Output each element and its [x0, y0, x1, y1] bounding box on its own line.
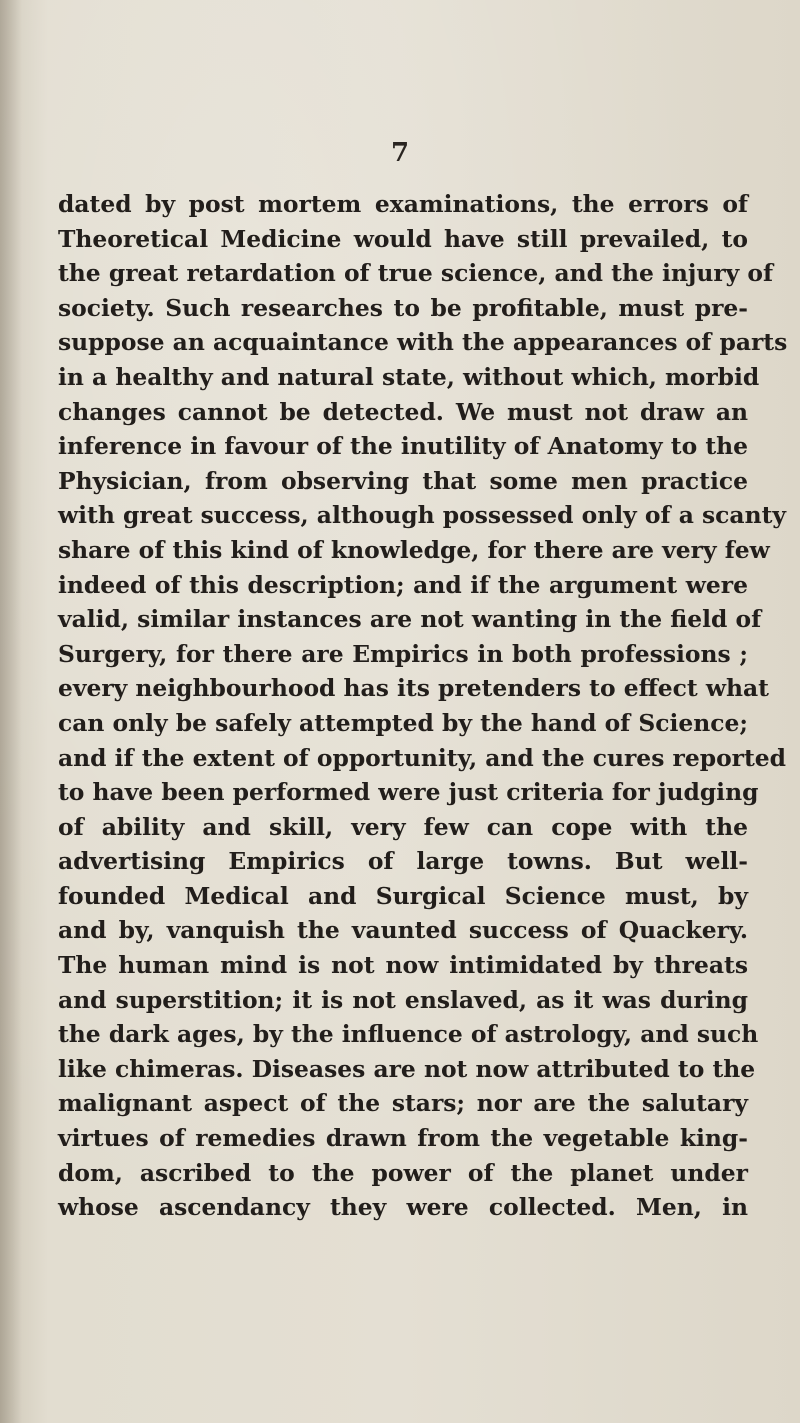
text-line: in a healthy and natural state, without which, morbid [58, 362, 760, 391]
text-line: valid, similar instances are not wanting in the field of [58, 605, 762, 634]
text-line: society. Such researches to be profitable, must pre- [58, 293, 748, 322]
text-line: every neighbourhood has its pretenders to effect what [58, 674, 769, 703]
page-edge-shadow [0, 0, 22, 1423]
text-line: inference in favour of the inutility of Anatomy to the [58, 432, 749, 461]
body-text [58, 187, 788, 1225]
text-line: advertising Empirics of large towns. But well- [58, 847, 748, 876]
text-line: and if the extent of opportunity, and the cures reported [58, 743, 787, 772]
text-line: the dark ages, by the influence of astrology, and such [58, 1020, 759, 1049]
text-line: dated by post mortem examinations, the errors of [58, 190, 748, 218]
text-line: changes cannot be detected. We must not draw an [58, 397, 748, 426]
text-line: to have been performed were just criteria for judging [58, 778, 759, 807]
text-line: Surgery, for there are Empirics in both professions ; [58, 639, 748, 668]
text-line: like chimeras. Diseases are not now attributed to the [58, 1054, 756, 1083]
text-line: can only be safely attempted by the hand of Science; [58, 708, 749, 737]
text-line: and superstition; it is not enslaved, as it was during [58, 985, 748, 1014]
page-number: 7 [390, 138, 410, 168]
text-line: founded Medical and Surgical Science must, by [58, 881, 748, 910]
text-line: the great retardation of true science, and the injury of [58, 259, 774, 288]
text-line: suppose an acquaintance with the appearances of parts [58, 328, 788, 357]
text-line: Theoretical Medicine would have still prevailed, to [58, 224, 748, 253]
text-line: malignant aspect of the stars; nor are the salutary [58, 1089, 748, 1118]
text-line: of ability and skill, very few can cope with the [58, 812, 748, 841]
text-line: share of this kind of knowledge, for there are very few [58, 535, 770, 564]
text-line: dom, ascribed to the power of the planet under [58, 1158, 748, 1187]
text-line: The human mind is not now intimidated by threats [58, 951, 748, 980]
text-line: virtues of remedies drawn from the vegetable king- [58, 1124, 748, 1153]
text-line: with great success, although possessed only of a scanty [58, 501, 786, 530]
text-line: whose ascendancy they were collected. Men, in [58, 1193, 748, 1222]
text-line: and by, vanquish the vaunted success of Quackery. [58, 916, 748, 945]
text-line: indeed of this description; and if the argument were [58, 570, 748, 599]
text-line: Physician, from observing that some men practice [58, 466, 748, 495]
